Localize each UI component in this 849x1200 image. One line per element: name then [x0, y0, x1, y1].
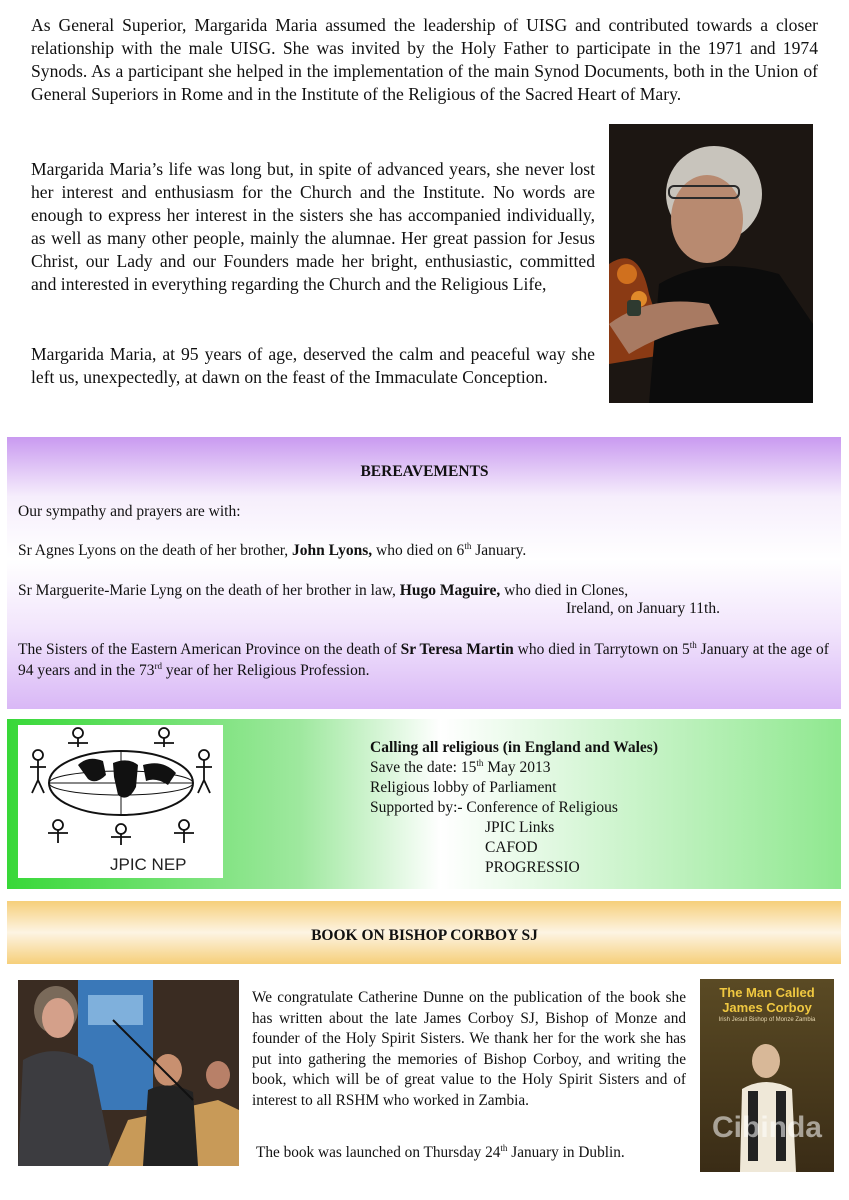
- jpic-calling-line: Calling all religious (in England and Wales): [370, 739, 658, 756]
- jpic-supporter-jpic-links: JPIC Links: [485, 819, 555, 836]
- jpic-event-details: [370, 738, 658, 878]
- jpic-nep-logo-text: JPIC NEP: [110, 855, 187, 874]
- book-launch-line: The book was launched on Thursday 24th January in Dublin.: [256, 1142, 625, 1161]
- book-heading: BOOK ON BISHOP CORBOY SJ: [311, 927, 538, 944]
- book-cover-image: [700, 979, 834, 1172]
- bereavements-heading: BEREAVEMENTS: [360, 463, 489, 480]
- bereavement-item-3: The Sisters of the Eastern American Province on the death of Sr Teresa Martin who died in Tarrytown on 5th January at the age of 94 years and in the 73rd year of her Religious Profession.: [18, 639, 829, 679]
- catherine-dunne-photo: [18, 980, 239, 1166]
- bereavements-intro: Our sympathy and prayers are with:: [18, 503, 241, 520]
- bereavement-item-1: Sr Agnes Lyons on the death of her brother, John Lyons, who died on 6th January.: [18, 540, 527, 559]
- bereavement-item-2: Sr Marguerite-Marie Lyng on the death of her brother in law, Hugo Maguire, who died in Clones,: [18, 582, 629, 599]
- book-cover-word: Cibinda: [712, 1111, 822, 1144]
- jpic-supporter-cafod: CAFOD: [485, 839, 538, 856]
- book-cover-subtitle: Irish Jesuit Bishop of Monze Zambia: [718, 1017, 816, 1023]
- article-paragraph-1: As General Superior, Margarida Maria assumed the leadership of UISG and contributed towards a closer relationship with the male UISG. She was invited by the Holy Father to participate in the 1971 and 1974 Synods. As a participant she helped in the implementation of the main Synod Documents, both in the Union of General Superiors in Rome and in the Institute of the Religious of the Sacred Heart of Mary.: [31, 15, 818, 104]
- bereavement-item-2-continued: Ireland, on January 11th.: [566, 600, 720, 617]
- jpic-supporter-progressio: PROGRESSIO: [485, 859, 580, 876]
- jpic-date-line: Save the date: 15th May 2013: [370, 757, 551, 776]
- jpic-nep-logo: [18, 725, 223, 878]
- article-paragraph-3: Margarida Maria, at 95 years of age, deserved the calm and peaceful way she left us, unexpectedly, at dawn on the feast of the Immaculate Conception.: [31, 344, 595, 387]
- book-paragraph: We congratulate Catherine Dunne on the publication of the book she has written about the late James Corboy SJ, Bishop of Monze and founder of the Holy Spirit Sisters. We thank her for the work she has put into gathering the memories of Bishop Corboy, and writing the book, which will be of great value to the Holy Spirit Sisters and of interest to all RSHM who worked in Zambia.: [252, 989, 686, 1109]
- jpic-supported-line: Supported by:- Conference of Religious: [370, 799, 618, 816]
- margarida-maria-photo: [609, 124, 813, 403]
- article-paragraph-2: Margarida Maria’s life was long but, in spite of advanced years, she never lost her interest and enthusiasm for the Church and the Institute. No words are enough to express her interest in the sisters she has accompanied individually, as well as many other people, mainly the alumnae. Her great passion for Jesus Christ, our Lady and our Founders made her bright, enthusiastic, committed and interested in everything regarding the Church and the Religious Life,: [31, 159, 595, 294]
- book-cover-title: The Man Called James Corboy: [719, 985, 815, 1015]
- jpic-lobby-line: Religious lobby of Parliament: [370, 779, 557, 796]
